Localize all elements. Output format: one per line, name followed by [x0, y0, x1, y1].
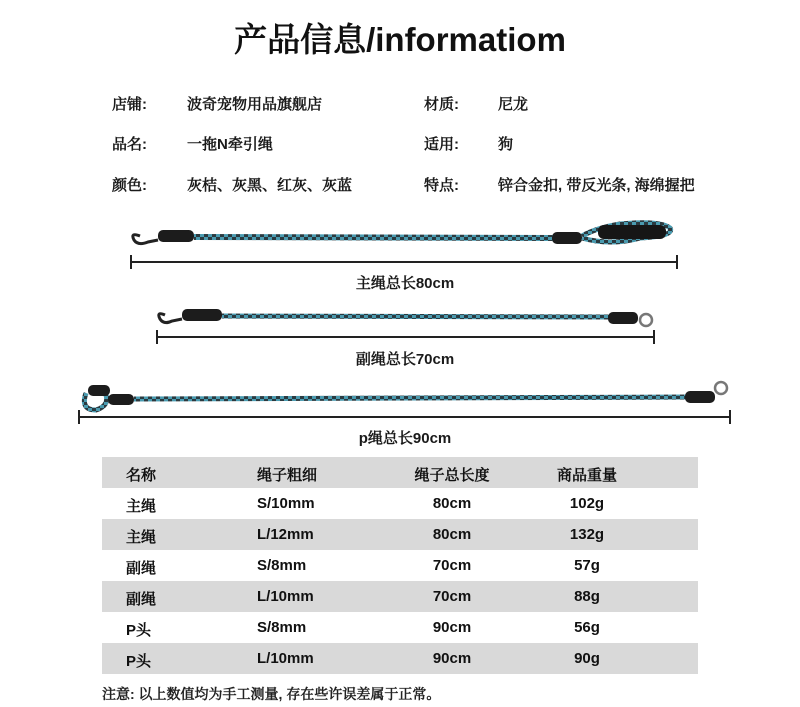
- table-row: [102, 519, 698, 550]
- cell-length: 80cm: [432, 495, 472, 512]
- header-name: 名称: [126, 467, 157, 484]
- cell-thickness: S/8mm: [257, 619, 307, 636]
- measurement-note: 注意: 以上数值均为手工测量, 存在些许误差属于正常。: [102, 686, 441, 702]
- cell-name: 主绳: [126, 529, 157, 546]
- table-row: [102, 612, 698, 643]
- cell-length: 90cm: [432, 619, 472, 636]
- cell-weight: 90g: [574, 650, 600, 667]
- cell-thickness: S/8mm: [257, 557, 307, 574]
- table-row: [102, 488, 698, 519]
- feature-label: 特点:: [424, 177, 459, 194]
- material-label: 材质:: [424, 96, 459, 113]
- cell-thickness: L/12mm: [257, 526, 314, 543]
- cell-length: 70cm: [432, 557, 472, 574]
- suitable-value: 狗: [498, 136, 514, 153]
- cell-weight: 57g: [574, 557, 600, 574]
- sub-leash-measure: [157, 330, 654, 344]
- sub-leash-caption: 副绳总长70cm: [355, 351, 455, 368]
- cell-length: 80cm: [432, 526, 472, 543]
- cell-name: 副绳: [126, 560, 157, 577]
- p-leash-image: [84, 382, 727, 410]
- sub-leash-image: [159, 309, 652, 326]
- table-row: [102, 643, 698, 674]
- name-label: 品名:: [112, 136, 147, 153]
- table-row: [102, 550, 698, 581]
- cell-name: 主绳: [126, 498, 157, 515]
- cell-name: P头: [126, 653, 152, 670]
- p-leash-measure: [79, 410, 730, 424]
- color-value: 灰桔、灰黑、红灰、灰蓝: [187, 177, 353, 194]
- store-value: 波奇宠物用品旗舰店: [187, 96, 323, 113]
- main-leash-image: [133, 223, 671, 244]
- main-leash-caption: 主绳总长80cm: [355, 275, 455, 292]
- header-thickness: 绳子粗细: [257, 467, 318, 484]
- color-label: 颜色:: [112, 177, 147, 194]
- cell-weight: 88g: [574, 588, 600, 605]
- cell-thickness: L/10mm: [257, 650, 314, 667]
- material-value: 尼龙: [498, 96, 529, 113]
- main-leash-measure: [131, 255, 677, 269]
- p-leash-caption: p绳总长90cm: [358, 430, 452, 447]
- spec-table: [102, 457, 698, 674]
- cell-length: 90cm: [432, 650, 472, 667]
- store-label: 店铺:: [112, 96, 147, 113]
- cell-name: P头: [126, 622, 152, 639]
- header-length: 绳子总长度: [414, 467, 490, 484]
- name-value: 一拖N牵引绳: [187, 136, 273, 153]
- page-title: 产品信息/informatiom: [234, 21, 566, 58]
- table-row: [102, 581, 698, 612]
- cell-weight: 102g: [569, 495, 605, 512]
- table-header-row: [102, 457, 698, 488]
- header-weight: 商品重量: [556, 467, 617, 484]
- cell-thickness: L/10mm: [257, 588, 314, 605]
- cell-name: 副绳: [126, 591, 157, 608]
- cell-thickness: S/10mm: [257, 495, 315, 512]
- cell-length: 70cm: [432, 588, 472, 605]
- cell-weight: 132g: [569, 526, 605, 543]
- suitable-label: 适用:: [424, 136, 459, 153]
- feature-value: 锌合金扣, 带反光条, 海绵握把: [498, 177, 695, 194]
- cell-weight: 56g: [574, 619, 600, 636]
